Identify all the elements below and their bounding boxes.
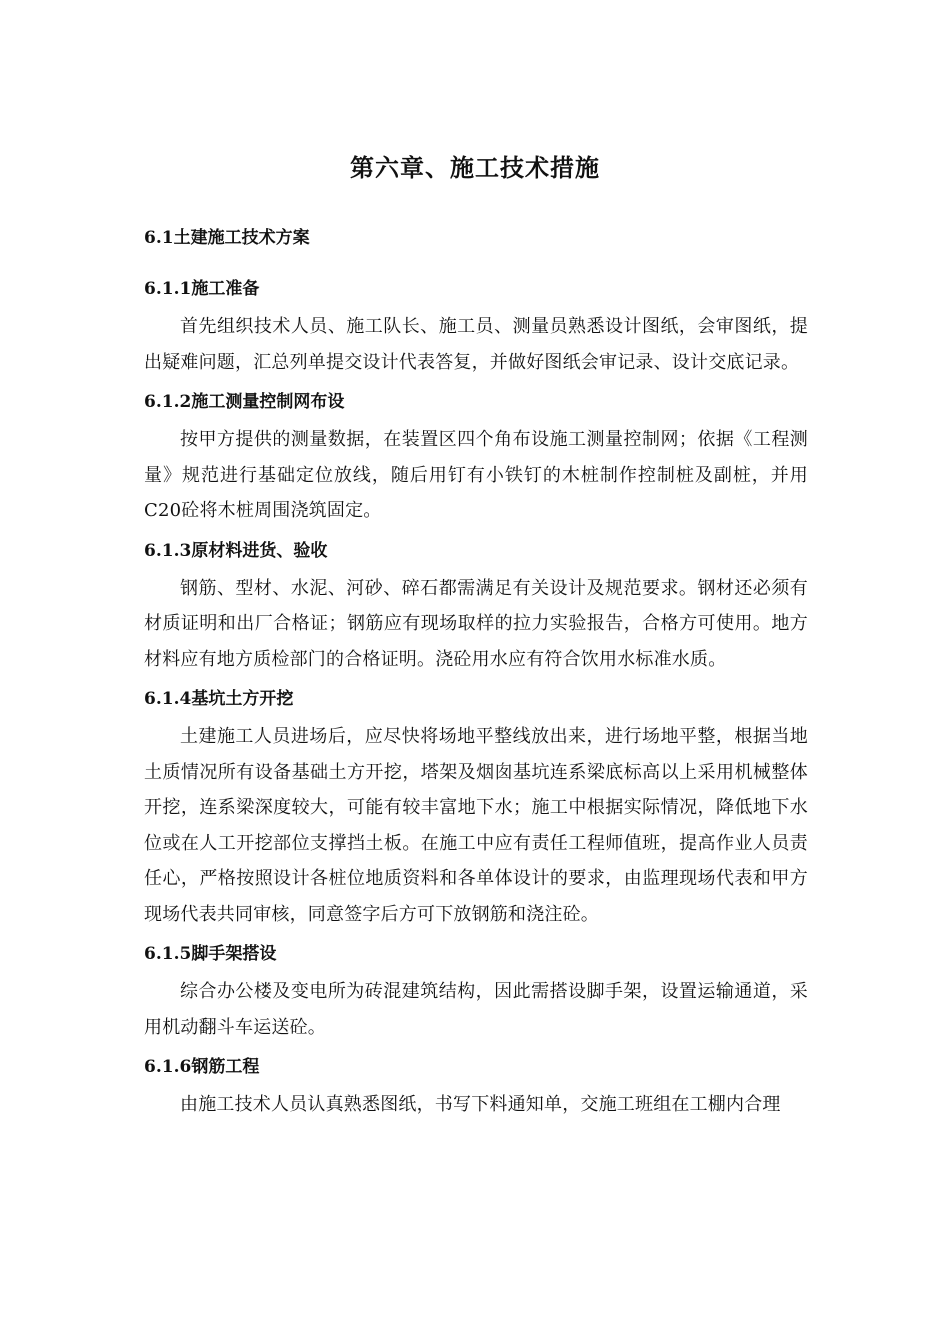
subsection-heading: 6.1.2施工测量控制网布设: [144, 392, 345, 412]
subsection-heading: 6.1.3原材料进货、验收: [144, 540, 328, 561]
subsection-paragraph: 由施工技术人员认真熟悉图纸，书写下料通知单，交施工班组在工棚内合理: [180, 1094, 781, 1115]
subsection-paragraph: 钢筋、型材、水泥、河砂、碎石都需满足有关设计及规范要求。钢材还必须有材质证明和出厂合格证；钢筋应有现场取样的拉力实验报告，合格方可使用。地方材料应有地方质检部门的合格证明。浇砼用水应有符合饮用水标准水质。: [144, 577, 808, 670]
chapter-title: 第六章、施工技术措施: [350, 153, 600, 182]
subsection-paragraph: 首先组织技术人员、施工队长、施工员、测量员熟悉设计图纸，会审图纸，提出疑难问题，汇总列单提交设计代表答复，并做好图纸会审记录、设计交底记录。: [144, 316, 808, 373]
document-body: [144, 222, 808, 1129]
subsection-heading: 6.1.6钢筋工程: [144, 1057, 260, 1077]
subsection-1: [144, 273, 808, 380]
subsection-3: [144, 535, 808, 678]
subsection-2: [144, 386, 808, 529]
subsection-paragraph: 土建施工人员进场后，应尽快将场地平整线放出来，进行场地平整，根据当地土质情况所有设备基础土方开挖，塔架及烟囱基坑连系梁底标高以上采用机械整体开挖，连系梁深度较大，可能有较丰富地下水；施工中根据实际情况，降低地下水位或在人工开挖部位支撑挡土板。在施工中应有责任工程师值班，提高作业人员责任心，严格按照设计各桩位地质资料和各单体设计的要求，由监理现场代表和甲方现场代表共同审核，同意签字后方可下放钢筋和浇注砼。: [144, 726, 808, 925]
subsection-heading: 6.1.1施工准备: [144, 279, 260, 299]
subsection-paragraph: 按甲方提供的测量数据，在装置区四个角布设施工测量控制网；依据《工程测量》规范进行基础定位放线，随后用钉有小铁钉的木桩制作控制桩及副桩，并用C20砼将木桩周围浇筑固定。: [144, 429, 808, 521]
subsection-5: [144, 938, 808, 1045]
subsection-heading: 6.1.5脚手架搭设: [144, 944, 277, 964]
subsection-6: [144, 1051, 808, 1123]
subsection-heading: 6.1.4基坑土方开挖: [144, 689, 294, 709]
section-heading: 6.1土建施工技术方案: [144, 228, 310, 248]
subsection-4: [144, 683, 808, 932]
subsection-paragraph: 综合办公楼及变电所为砖混建筑结构，因此需搭设脚手架，设置运输通道，采用机动翻斗车运送砼。: [144, 981, 808, 1038]
